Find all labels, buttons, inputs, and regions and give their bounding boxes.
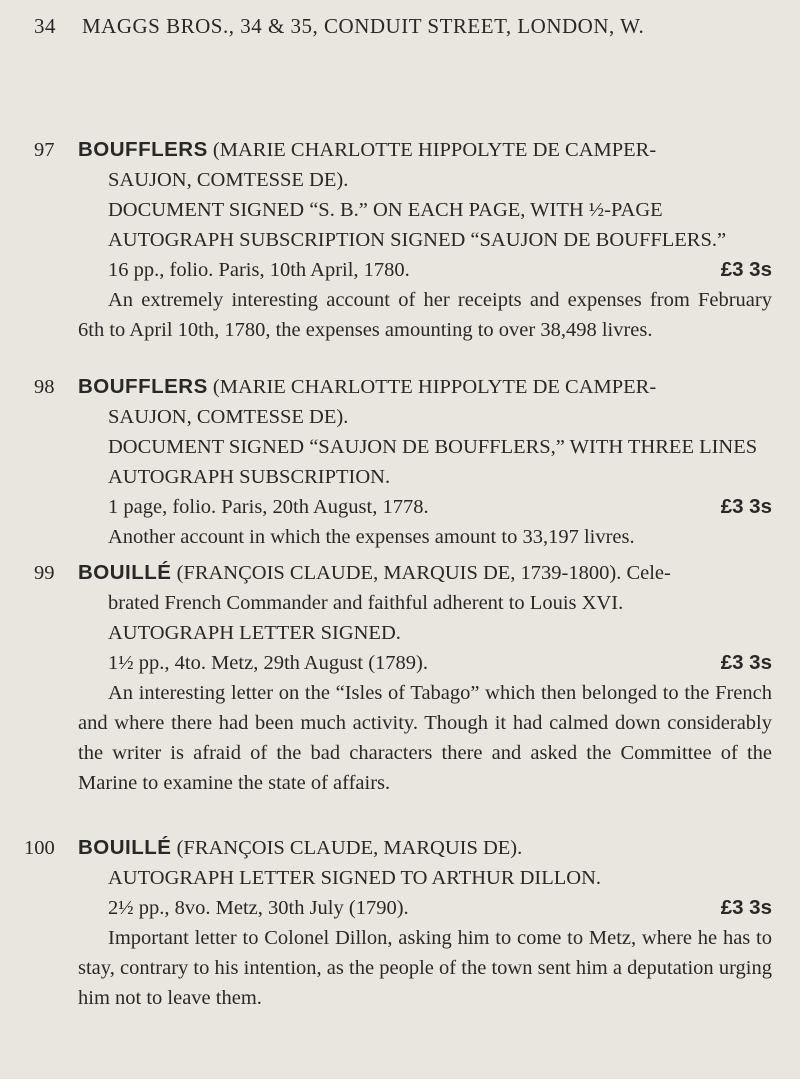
entry-name: BOUILLÉ [78, 836, 172, 859]
entry-description: Important letter to Colonel Dillon, asking him to come to Metz, where he has to stay, contrary to his intention, as the people of the town sent him a deputation urging him not to leave them. [78, 927, 772, 1009]
entry-title [78, 372, 772, 402]
entry-description: An interesting letter on the “Isles of Tabago” which then belonged to the French and where there had been much activity. Though it had calmed down considerably the writer is afraid of the bad characters there and asked the Committee of the Marine to examine the state of affairs. [78, 682, 772, 794]
page-number: 34 [34, 14, 56, 38]
entry-price: £3 3s [720, 495, 772, 518]
entry-details: 16 pp., folio. Paris, 10th April, 1780. [108, 259, 410, 281]
entry-document: DOCUMENT SIGNED “SAUJON DE BOUFFLERS,” WITH THREE LINES AUTOGRAPH SUBSCRIPTION. [108, 436, 758, 488]
entry-details-row [78, 255, 772, 285]
entry-details-row [78, 893, 772, 923]
catalogue-entry-97 [34, 135, 772, 345]
entry-name: BOUFFLERS [78, 138, 208, 161]
entry-document: AUTOGRAPH LETTER SIGNED TO ARTHUR DILLON. [108, 867, 602, 889]
catalogue-entry-100 [24, 833, 772, 1013]
entry-details-row [78, 648, 772, 678]
entry-title-cont: brated French Commander and faithful adherent to Louis XVI. [108, 592, 624, 614]
entry-title-cont: SAUJON, COMTESSE DE). [108, 169, 349, 191]
entry-title [78, 833, 772, 863]
entry-title-cont: SAUJON, COMTESSE DE). [108, 406, 349, 428]
entry-document: AUTOGRAPH LETTER SIGNED. [108, 622, 401, 644]
entry-price: £3 3s [720, 651, 772, 674]
entry-price: £3 3s [720, 896, 772, 919]
entry-title-rest: (FRANÇOIS CLAUDE, MARQUIS DE, 1739-1800). Cele- [176, 562, 671, 584]
header-text: MAGGS BROS., 34 & 35, CONDUIT STREET, LONDON, W. [82, 14, 645, 38]
entry-number: 98 [34, 376, 55, 398]
entry-number: 100 [24, 837, 55, 859]
catalogue-entry-99 [34, 558, 772, 798]
running-header [34, 14, 774, 39]
entry-description: An extremely interesting account of her receipts and expenses from February 6th to April 10th, 1780, the expenses amounting to over 38,498 livres. [78, 289, 772, 341]
entry-number: 99 [34, 562, 55, 584]
entry-details: 1 page, folio. Paris, 20th August, 1778. [108, 496, 429, 518]
entry-number: 97 [34, 139, 55, 161]
entry-name: BOUFFLERS [78, 375, 208, 398]
entry-name: BOUILLÉ [78, 561, 172, 584]
catalogue-entry-98 [34, 372, 772, 552]
entry-title-rest: (FRANÇOIS CLAUDE, MARQUIS DE). [176, 837, 523, 859]
entry-description: Another account in which the expenses amount to 33,197 livres. [108, 526, 635, 548]
entry-document: DOCUMENT SIGNED “S. B.” ON EACH PAGE, WITH ½-PAGE AUTOGRAPH SUBSCRIPTION SIGNED “SAUJON DE BOUFFLERS.” [108, 199, 727, 251]
entry-price: £3 3s [720, 258, 772, 281]
entry-title-rest: (MARIE CHARLOTTE HIPPOLYTE DE CAMPER- [212, 139, 657, 161]
entry-title [78, 558, 772, 588]
entry-title-rest: (MARIE CHARLOTTE HIPPOLYTE DE CAMPER- [212, 376, 657, 398]
entry-details-row [78, 492, 772, 522]
entry-details: 2½ pp., 8vo. Metz, 30th July (1790). [108, 897, 409, 919]
entry-title [78, 135, 772, 165]
entry-details: 1½ pp., 4to. Metz, 29th August (1789). [108, 652, 429, 674]
